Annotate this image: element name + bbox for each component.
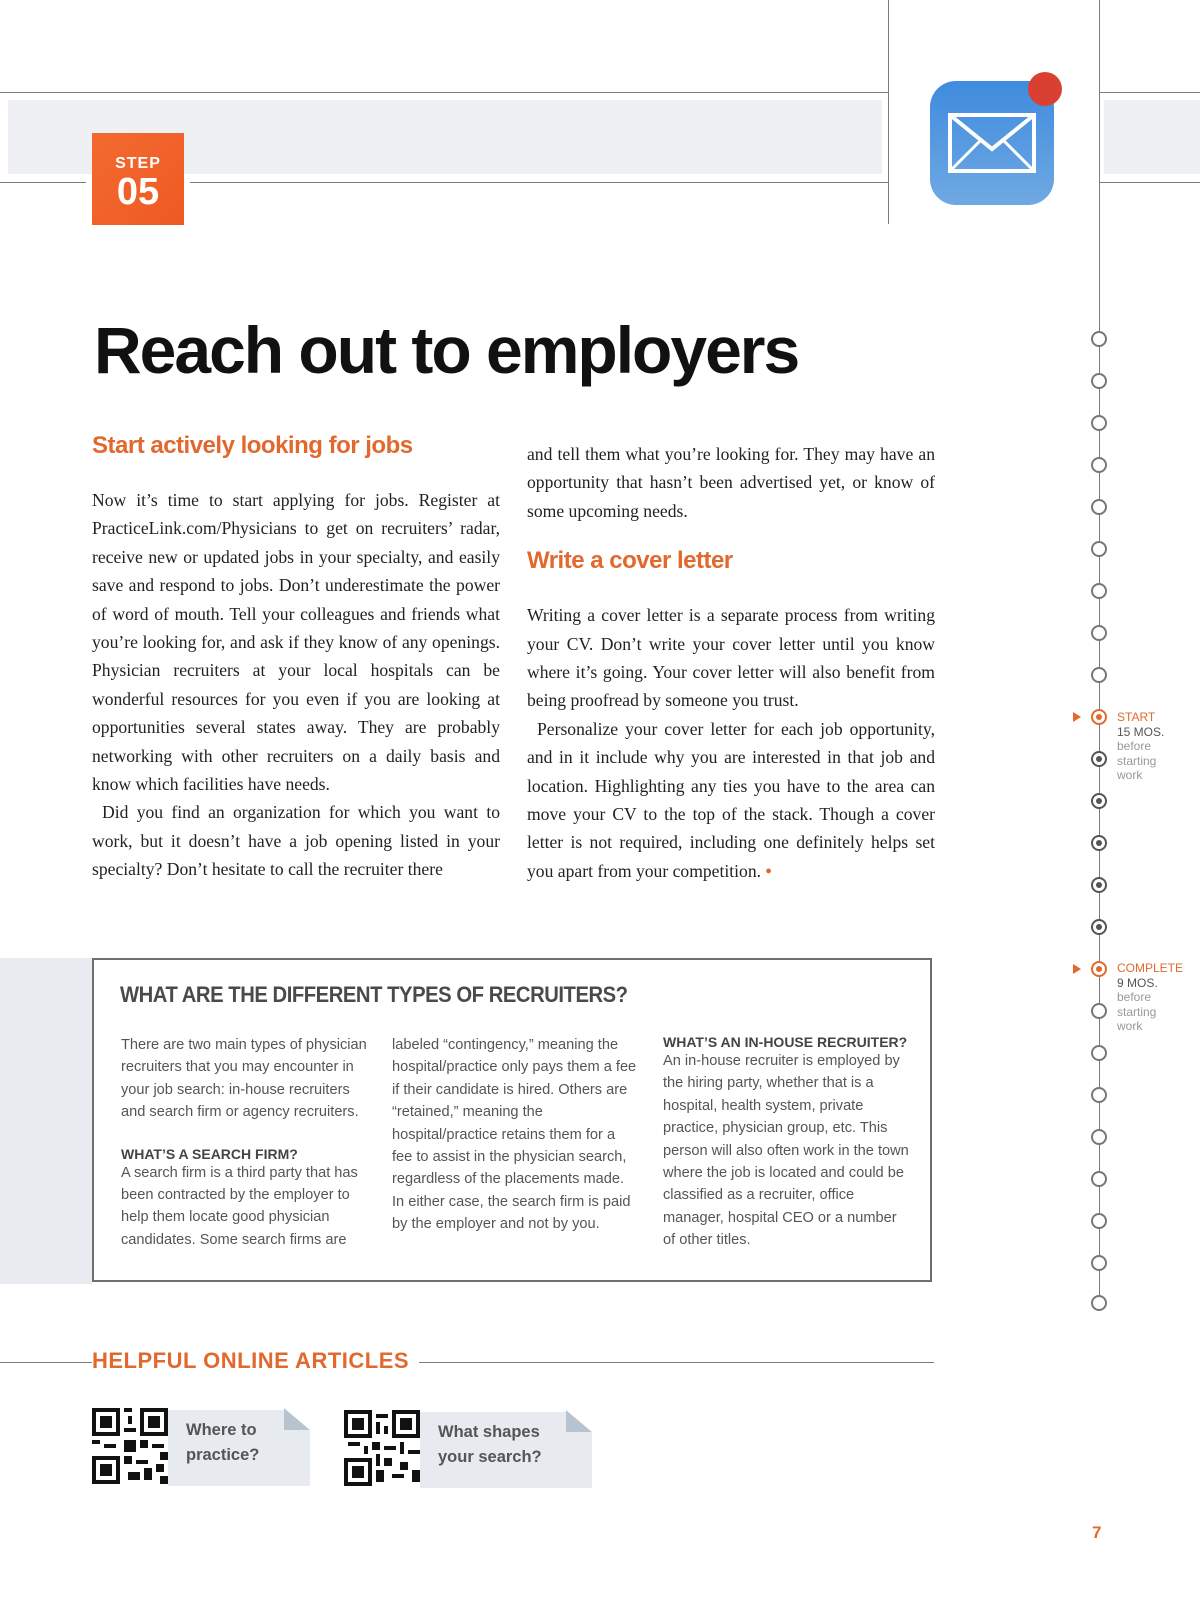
article-1-line-1: Where to <box>186 1421 257 1439</box>
timeline-node <box>1091 1003 1107 1019</box>
timeline-complete-arrow-icon <box>1073 964 1081 974</box>
search-firm-text-continued: labeled “contingency,” meaning the hospital/practice only pays them a fee if their candidate is hired. Others are “retained,” meaning the hospital/practice retains them for a fee to assist in the physician search, regardless of the placements made. In either case, the search firm is paid by the employer and not by you. <box>392 1037 637 1233</box>
timeline-node <box>1091 415 1107 431</box>
mid-rule-left <box>0 182 86 183</box>
recruiters-title: WHAT ARE THE DIFFERENT TYPES OF RECRUITERS? <box>120 982 628 1007</box>
start-months: 15 MOS. <box>1117 724 1165 739</box>
vertical-rule-right <box>1099 0 1100 1302</box>
complete-months: 9 MOS. <box>1117 975 1158 990</box>
timeline-node <box>1091 499 1107 515</box>
mid-rule-far-right <box>1100 182 1200 183</box>
top-rule <box>0 92 888 93</box>
step-badge <box>92 133 184 225</box>
timeline-node <box>1091 1045 1107 1061</box>
folded-corner-icon <box>566 1410 592 1432</box>
timeline-node <box>1091 1087 1107 1103</box>
jobs-paragraph-1: Now it’s time to start applying for jobs. Register at PracticeLink.com/Physicians to get on recruiters’ radar, receive new or updated jobs in your specialty, and easily save and respond to jobs. Don’t underestimate the power of word of mouth. Tell your colleagues and friends what you’re looking for, and ask if they know of any openings. Physician recruiters at your local hospitals can be wonderful resources for you even if you are looking at opportunities several states away. They are probably networking with other recruiters on a daily basis and know which facilities have needs. <box>92 490 500 795</box>
timeline-node-active <box>1091 919 1107 935</box>
section-heading-jobs: Start actively looking for jobs <box>92 432 413 459</box>
article-2-line-2: your search? <box>438 1448 542 1466</box>
complete-label: COMPLETE <box>1117 961 1184 975</box>
article-title-2[interactable] <box>438 1420 542 1470</box>
timeline-node <box>1091 667 1107 683</box>
article-card-1[interactable] <box>92 1408 310 1486</box>
recruiters-col-1 <box>121 1034 367 1251</box>
timeline-node-active <box>1091 751 1107 767</box>
in-house-heading: WHAT’S AN IN-HOUSE RECRUITER? <box>663 1034 908 1050</box>
timeline-node <box>1091 1255 1107 1271</box>
timeline-start-label <box>1117 710 1164 783</box>
jobs-paragraph-2-continued: and tell them what you’re looking for. They may have an opportunity that hasn’t been advertised yet, or know of some upcoming needs. <box>527 444 935 521</box>
timeline-node-active <box>1091 835 1107 851</box>
header-band-right <box>1104 100 1200 174</box>
article-2-line-1: What shapes <box>438 1423 540 1441</box>
recruiters-intro: There are two main types of physician recruiters that you may encounter in your job search: in-house recruiters and search firm or agency recruiters. <box>121 1037 367 1121</box>
timeline-node <box>1091 625 1107 641</box>
mid-rule-right <box>190 182 888 183</box>
qr-code-icon[interactable] <box>92 1408 168 1484</box>
timeline-node <box>1091 373 1107 389</box>
timeline-node-active <box>1091 793 1107 809</box>
timeline-complete-label <box>1117 961 1183 1034</box>
folded-corner-icon <box>284 1408 310 1430</box>
timeline-node-complete <box>1091 961 1107 977</box>
complete-starting: starting <box>1117 1004 1157 1019</box>
helpful-heading: HELPFUL ONLINE ARTICLES <box>92 1348 419 1374</box>
timeline-node <box>1091 457 1107 473</box>
step-label: STEP <box>115 155 161 172</box>
cover-paragraph-2-text: Personalize your cover letter for each job opportunity, and in it include why you are interested in that job and location. Highlighting any ties you have to the area can move your CV to the top of the stack. Though a cover letter is not required, including one definitely helps set you apart from your competition. <box>527 718 935 881</box>
timeline-node <box>1091 331 1107 347</box>
jobs-paragraph-2: Did you find an organization for which you want to work, but it doesn’t have a job opening listed in your specialty? Don’t hesitate to call the recruiter there <box>92 802 500 880</box>
recruiters-col-3 <box>663 1034 909 1252</box>
left-column <box>92 432 500 884</box>
timeline-node <box>1091 1129 1107 1145</box>
recruiters-col-2 <box>392 1034 638 1236</box>
timeline-node <box>1091 541 1107 557</box>
search-firm-heading: WHAT’S A SEARCH FIRM? <box>121 1145 298 1162</box>
complete-before: before <box>1117 990 1152 1005</box>
article-1-line-2: practice? <box>186 1446 260 1464</box>
article-card-2[interactable] <box>344 1410 592 1488</box>
vertical-rule-left <box>888 0 889 224</box>
qr-code-icon[interactable] <box>344 1410 420 1486</box>
cover-paragraph-1: Writing a cover letter is a separate process from writing your CV. Don’t write your cover letter until you know where it’s going. Your cover letter will also benefit from being proofread by someone you trust. <box>527 605 935 711</box>
start-label: START <box>1117 710 1156 724</box>
page-number: 7 <box>1092 1523 1102 1542</box>
timeline-node <box>1091 1295 1107 1311</box>
right-column <box>527 440 935 885</box>
start-work: work <box>1117 768 1143 783</box>
cover-paragraph-2 <box>527 715 935 885</box>
start-starting: starting <box>1117 753 1157 768</box>
section-heading-cover-letter: Write a cover letter <box>527 547 733 575</box>
timeline-node <box>1091 583 1107 599</box>
timeline-start-arrow-icon <box>1073 712 1081 722</box>
page-title: Reach out to employers <box>94 313 799 387</box>
article-title-1[interactable] <box>186 1418 259 1468</box>
start-before: before <box>1117 739 1152 754</box>
step-number: 05 <box>116 171 160 213</box>
timeline-node <box>1091 1213 1107 1229</box>
end-mark: • <box>765 860 772 881</box>
complete-work: work <box>1117 1019 1143 1034</box>
recruiters-side-band <box>0 958 92 1284</box>
notification-dot-icon <box>1028 72 1062 106</box>
timeline-node <box>1091 1171 1107 1187</box>
top-rule-right <box>1100 92 1200 93</box>
in-house-text: An in-house recruiter is employed by the hiring party, whether that is a hospital, health system, private practice, physician group, etc. This person will also often work in the town where the job is located and could be classified as a recruiter, office manager, hospital CEO or a number of other titles. <box>663 1053 909 1249</box>
search-firm-text: A search firm is a third party that has been contracted by the employer to help them locate good physician candidates. Some search firms are <box>121 1164 358 1248</box>
timeline-node-active <box>1091 877 1107 893</box>
timeline-node-start <box>1091 709 1107 725</box>
